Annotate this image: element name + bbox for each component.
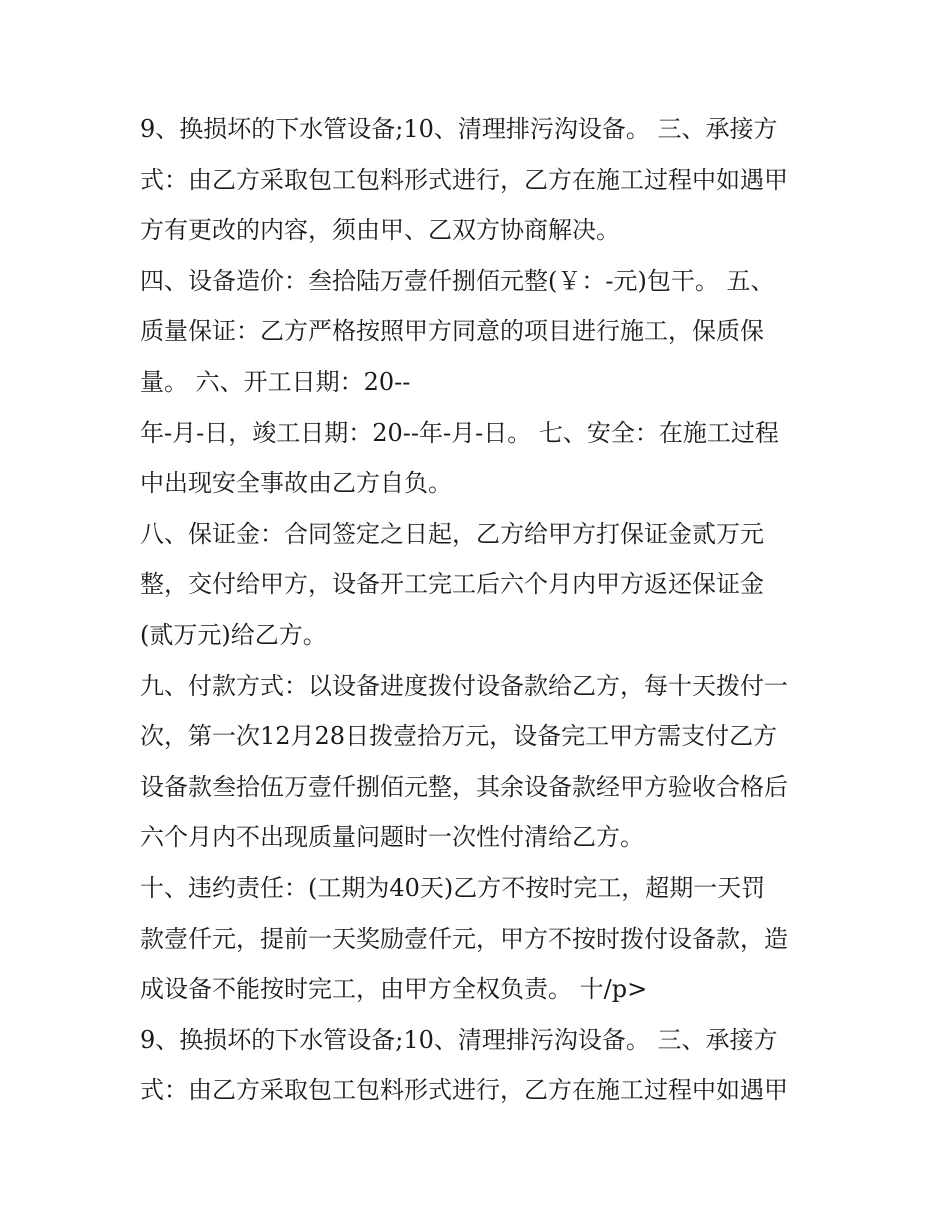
text-line-14: 设备款叁拾伍万壹仟捌佰元整，其余设备款经甲方验收合格后 (140, 772, 788, 801)
text-line-3: 方有更改的内容，须由甲、乙双方协商解决。 (140, 216, 620, 245)
text-line-8: 中出现安全事故由乙方自负。 (140, 469, 452, 498)
text-line-7: 年-月-日，竣工日期：20--年-月-日。 七、安全：在施工过程 (140, 418, 779, 447)
text-line-12: 九、付款方式：以设备进度拨付设备款给乙方，每十天拨付一 (140, 671, 788, 700)
text-line-2: 式：由乙方采取包工包料形式进行，乙方在施工过程中如遇甲 (140, 165, 788, 194)
text-line-17: 款壹仟元，提前一天奖励壹仟元，甲方不按时拨付设备款，造 (140, 924, 788, 953)
text-line-13: 次，第一次12月28日拨壹拾万元，设备完工甲方需支付乙方 (140, 722, 778, 751)
text-line-16: 十、违约责任：(工期为40天)乙方不按时完工，超期一天罚 (140, 873, 766, 902)
text-line-11: (贰万元)给乙方。 (140, 620, 327, 649)
text-line-20: 式：由乙方采取包工包料形式进行，乙方在施工过程中如遇甲 (140, 1076, 788, 1105)
text-line-5: 质量保证：乙方严格按照甲方同意的项目进行施工，保质保 (140, 317, 764, 346)
text-line-4: 四、设备造价：叁拾陆万壹仟捌佰元整(￥：-元)包干。 五、 (140, 266, 775, 295)
text-line-19: 9、换损坏的下水管设备;10、清理排污沟设备。 三、承接方 (140, 1025, 778, 1054)
text-line-18: 成设备不能按时完工，由甲方全权负责。 十/p> (140, 975, 648, 1004)
text-line-1: 9、换损坏的下水管设备;10、清理排污沟设备。 三、承接方 (140, 115, 778, 143)
text-line-6: 量。 六、开工日期：20-- (140, 367, 411, 396)
contract-text (140, 104, 820, 1116)
text-line-9: 八、保证金：合同签定之日起，乙方给甲方打保证金贰万元 (140, 519, 764, 548)
text-line-15: 六个月内不出现质量问题时一次性付清给乙方。 (140, 823, 644, 852)
text-line-10: 整，交付给甲方，设备开工完工后六个月内甲方返还保证金 (140, 570, 764, 599)
